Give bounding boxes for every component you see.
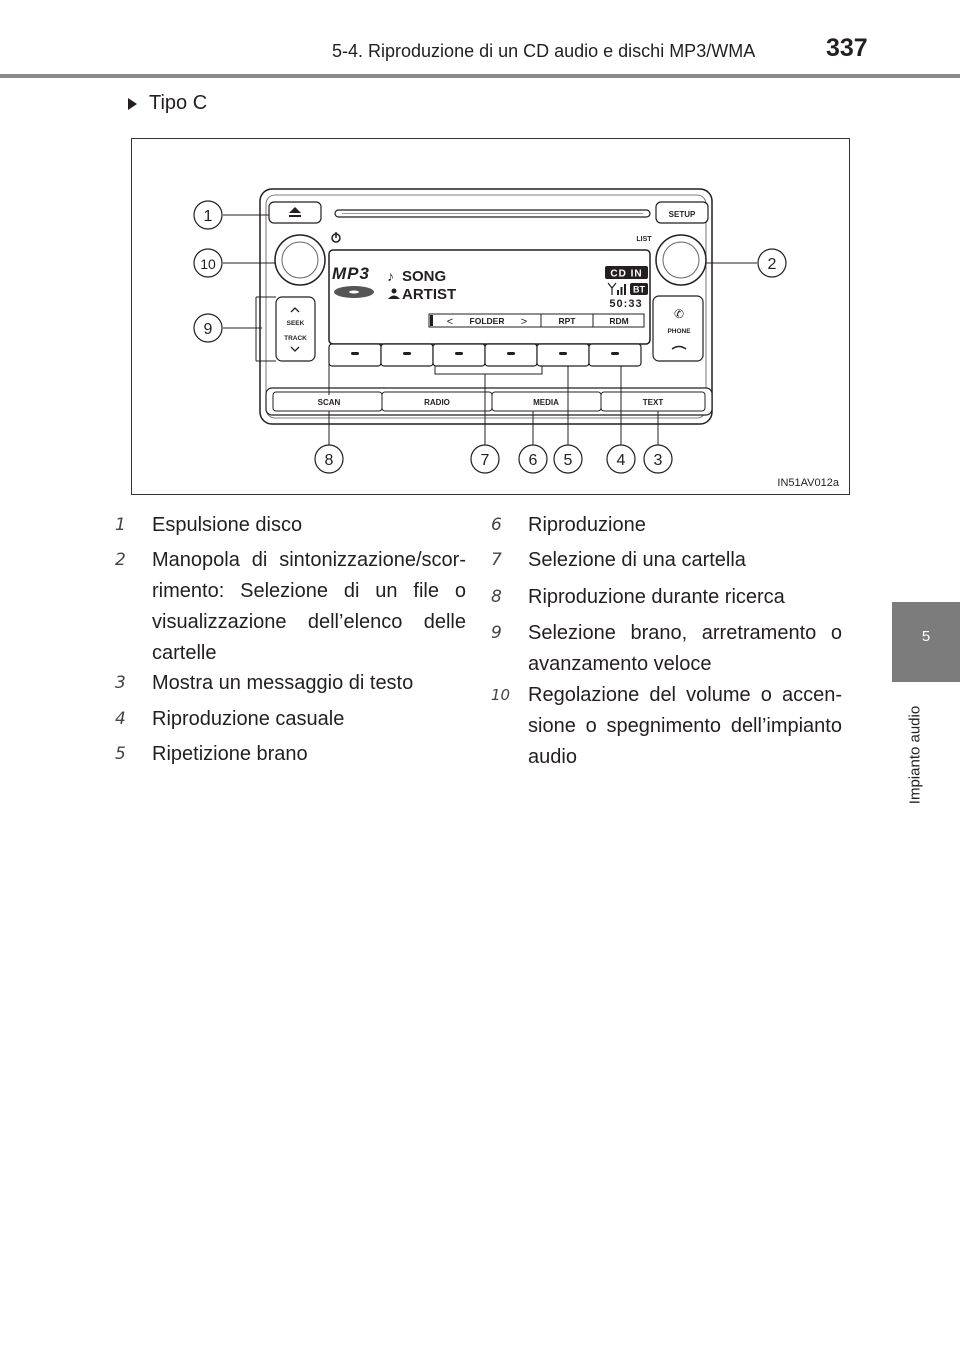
callout-1-label: 1 — [203, 208, 213, 225]
callout-5-label: 5 — [563, 452, 573, 469]
chevron-right-icon: > — [520, 316, 528, 328]
chevron-left-icon: < — [446, 316, 454, 328]
legend-number: 5 — [115, 744, 126, 764]
callout-10-label: 10 — [200, 256, 216, 272]
seek-label: SEEK — [286, 320, 305, 327]
legend-text: Ripetizione brano — [152, 743, 308, 765]
rdm-label: RDM — [609, 316, 629, 326]
subtitle-text: Tipo C — [149, 92, 208, 114]
legend-text: Riproduzione durante ricerca — [528, 586, 785, 608]
callout-4-label: 4 — [616, 452, 626, 469]
legend-number: 6 — [491, 515, 502, 535]
track-label: TRACK — [284, 335, 307, 342]
legend-text: Selezione brano, arretramento o avanzamento veloce — [528, 622, 842, 675]
phone-icon: ✆ — [673, 307, 685, 321]
callout-9-label: 9 — [203, 321, 213, 338]
callout-6-label: 6 — [528, 452, 538, 469]
legend-text: Riproduzione — [528, 514, 646, 536]
text-label: TEXT — [642, 398, 664, 407]
chapter-label: Impianto audio — [906, 705, 924, 805]
artist-label: ARTIST — [402, 286, 457, 303]
radio-label: RADIO — [424, 398, 450, 407]
legend-text: Riproduzione casuale — [152, 708, 345, 730]
legend-number: 10 — [491, 686, 511, 704]
time-label: 50:33 — [609, 298, 643, 310]
legend-text: Manopola di sintonizzazione/scor-rimento: Selezione di un file o visualizzazione dell’elenco delle cartelle — [152, 549, 466, 664]
figure-code: IN51AV012a — [777, 477, 839, 489]
folder-label: FOLDER — [469, 316, 505, 326]
music-note-icon: ♪ — [387, 268, 394, 284]
phone-label: PHONE — [667, 328, 691, 335]
scan-label: SCAN — [317, 398, 341, 407]
bt-label: BT — [633, 284, 645, 295]
legend-text: Espulsione disco — [152, 514, 303, 536]
callout-8-label: 8 — [324, 452, 334, 469]
format-label: MP3 — [332, 264, 370, 283]
legend-number: 9 — [491, 623, 502, 643]
cd-in-label: CD IN — [610, 268, 643, 280]
legend-number: 1 — [115, 515, 126, 535]
media-label: MEDIA — [533, 398, 559, 407]
song-label: SONG — [402, 268, 447, 285]
legend-text: Regolazione del volume o accen-sione o spegnimento dell’impianto audio — [528, 684, 842, 768]
legend-number: 7 — [491, 550, 502, 570]
legend-text: Mostra un messaggio di testo — [152, 672, 414, 694]
callout-7-label: 7 — [480, 452, 490, 469]
rpt-label: RPT — [558, 316, 576, 326]
setup-label: SETUP — [668, 210, 696, 219]
chapter-number: 5 — [921, 628, 931, 645]
callout-2-label: 2 — [767, 256, 777, 273]
section-title: 5-4. Riproduzione di un CD audio e dischi MP3/WMA — [332, 41, 756, 61]
page-number: 337 — [826, 34, 868, 62]
legend-number: 3 — [115, 673, 126, 693]
legend-number: 2 — [115, 550, 126, 570]
callout-3-label: 3 — [653, 452, 663, 469]
legend-text: Selezione di una cartella — [528, 549, 746, 571]
legend-number: 4 — [115, 709, 126, 729]
legend-number: 8 — [491, 587, 502, 607]
list-label: LIST — [636, 236, 652, 243]
